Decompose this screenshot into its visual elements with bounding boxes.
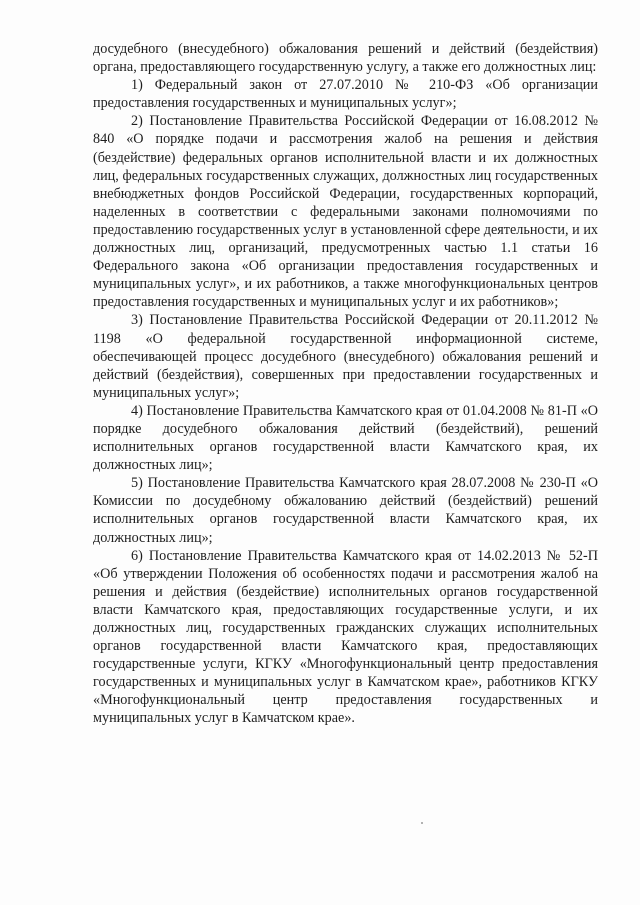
scan-speck [421,822,423,824]
document-body [93,40,598,728]
list-item-6: 6) Постановление Правительства Камчатского края от 14.02.2013 № 52-П «Об утверждении Положения об особенностях подачи и рассмотрения жалоб на решения и действия (бездействие) исполнительных органов государственной власти Камчатского края, предоставляющих государственные услуги, и их должностных лиц, государственных гражданских служащих исполнительных органов государственной власти Камчатского края, предоставляющих государственные услуги, КГКУ «Многофункциональный центр предоставления государственных и муниципальных услуг в Камчатском крае», работников КГКУ «Многофункциональный центр предоставления государственных и муниципальных услуг в Камчатском крае». [93,547,598,727]
list-item-5: 5) Постановление Правительства Камчатского края 28.07.2008 № 230-П «О Комиссии по досудебному обжалованию действий (бездействий) решений исполнительных органов государственной власти Камчатского края, их должностных лиц»; [93,475,598,546]
intro-paragraph: досудебного (внесудебного) обжалования решений и действий (бездействия) органа, предоставляющего государственную услугу, а также его должностных лиц: [93,41,598,76]
list-item-3: 3) Постановление Правительства Российской Федерации от 20.11.2012 № 1198 «О федеральной государственной информационной системе, обеспечивающей процесс досудебного (внесудебного) обжалования решений и действий (бездействия), совершенных при предоставлении государственных и муниципальных услуг»; [93,312,598,401]
list-item-1: 1) Федеральный закон от 27.07.2010 № 210-ФЗ «Об организации предоставления государственных и муниципальных услуг»; [93,77,598,112]
list-item-4: 4) Постановление Правительства Камчатского края от 01.04.2008 № 81-П «О порядке досудебного обжалования действий (бездействий), решений исполнительных органов государственной власти Камчатского края, их должностных лиц»; [93,402,598,474]
list-item-2: 2) Постановление Правительства Российской Федерации от 16.08.2012 № 840 «О порядке подачи и рассмотрения жалоб на решения и действия (бездействие) федеральных органов исполнительной власти и их должностных лиц, федеральных государственных служащих, должностных лиц государственных внебюджетных фондов Российской Федерации, государственных корпораций, наделенных в соответствии с федеральными законами полномочиями по предоставлению государственных услуг в установленной сфере деятельности, и их должностных лиц, организаций, предусмотренных частью 1.1 статьи 16 Федерального закона «Об организации предоставления государственных и муниципальных услуг», и их работников, а также многофункциональных центров предоставления государственных и муниципальных услуг и их работников»; [93,113,598,311]
